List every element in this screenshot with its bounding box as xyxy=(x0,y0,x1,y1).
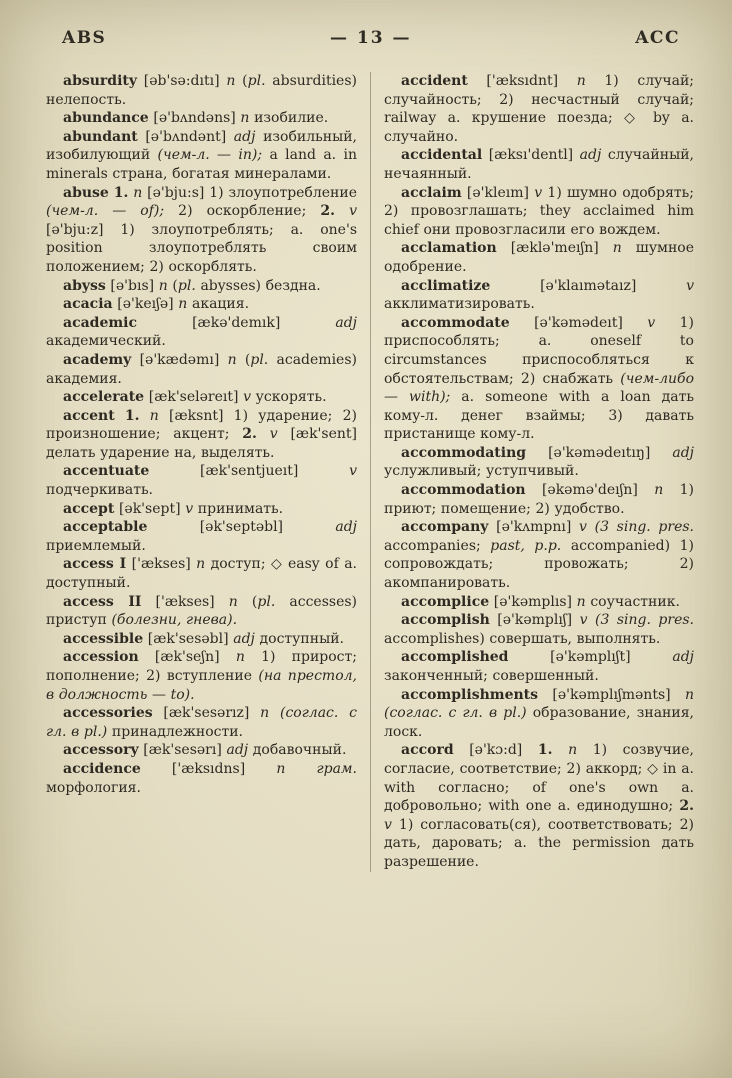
dictionary-entry: abundance [ə'bʌndəns] n изобилие. xyxy=(63,110,329,127)
dictionary-entry: academic [ækə'demık] adj академический. xyxy=(46,314,357,350)
dictionary-entry: accession [æk'seʃn] n 1) прирост; пополнение; 2) вступление (на престол, в должность — to). xyxy=(46,649,357,703)
column-right xyxy=(370,72,694,872)
dictionary-entry: absurdity [əb'sə:dıtı] n (pl. absurdities) нелепость. xyxy=(46,73,357,108)
dictionary-entry: accommodating [ə'kəmədeıtıŋ] adj услужливый; уступчивый. xyxy=(384,444,694,480)
dictionary-entry: accidence ['æksıdns] n грам. морфология. xyxy=(46,760,357,796)
dictionary-entry: abuse 1. n [ə'bju:s] 1) злоупотребление (чем-л. — of); 2) оскорбление; 2. v [ə'bju:z] 1) злоупотреблять; a. one's position злоупотреблять своим положением; 2) оскорблять. xyxy=(46,184,357,275)
dictionary-entry: accompany [ə'kʌmpnı] v (3 sing. pres. accompanies; past, p.p. accompanied) 1) сопровождать; провожать; 2) акомпанировать. xyxy=(384,519,695,592)
dictionary-entry: acclamation [æklə'meıʃn] n шумное одобрение. xyxy=(384,240,694,275)
dictionary-entry: abundant [ə'bʌndənt] adj изобильный, изобилующий (чем-л. — in); a land a. in minerals страна, богатая минералами. xyxy=(46,128,357,182)
dictionary-entry: accept [ək'sept] v принимать. xyxy=(63,500,284,517)
dictionary-entry: accessory [æk'sesərı] adj добавочный. xyxy=(63,742,347,759)
dictionary-entry: accomplished [ə'kəmplıʃt] adj законченный; совершенный. xyxy=(384,649,694,684)
dictionary-entry: accentuate [æk'sentjueıt] v подчеркивать. xyxy=(46,463,357,499)
dictionary-entry: accelerate [æk'seləreıt] v ускорять. xyxy=(63,389,327,406)
dictionary-entry: access I ['ækses] n доступ; ◇ easy of a. доступный. xyxy=(46,556,357,592)
dictionary-entry: accessible [æk'sesəbl] adj доступный. xyxy=(63,630,344,647)
dictionary-entry: acclaim [ə'kleım] v 1) шумно одобрять; 2) провозглашать; they acclaimed him chief они провозгласили его вождем. xyxy=(384,184,694,238)
text-columns xyxy=(46,72,694,872)
dictionary-entry: accidental [æksı'dentl] adj случайный, нечаянный. xyxy=(384,147,694,182)
dictionary-entry: accomplish [ə'kəmplıʃ] v (3 sing. pres. accomplishes) совершать, выполнять. xyxy=(384,612,694,647)
header-keyword-right: ACC xyxy=(635,28,680,48)
dictionary-entry: accomplishments [ə'kəmplıʃmənts] n (соглас. с гл. в pl.) образование, знания, лоск. xyxy=(384,686,694,740)
dictionary-entry: access II ['ækses] n (pl. accesses) приступ (болезни, гнева). xyxy=(46,593,357,629)
dictionary-entry: acclimatize [ə'klaımətaız] v акклиматизировать. xyxy=(384,277,694,313)
dictionary-entry: accident ['æksıdnt] n 1) случай; случайность; 2) несчастный случай; railway a. крушение поезда; ◇ by a. случайно. xyxy=(384,73,694,145)
header-keyword-left: ABS xyxy=(62,28,107,48)
dictionary-entry: accord [ə'kɔ:d] 1. n 1) созвучие, согласие, соответствие; 2) аккорд; ◇ in a. with согласно; of one's own a. добровольно; with one a. единодушно; 2. v 1) согласовать(ся), соответствовать; 2) дать, даровать; a. the permission дать разрешение. xyxy=(384,742,694,870)
page-header xyxy=(62,28,680,48)
dictionary-entry: accommodation [əkəmə'deıʃn] n 1) приют; помещение; 2) удобство. xyxy=(384,482,694,517)
dictionary-entry: accessories [æk'sesərız] n (соглас. с гл. в pl.) принадлежности. xyxy=(46,705,357,740)
dictionary-entry: abyss [ə'bıs] n (pl. abysses) бездна. xyxy=(63,277,321,294)
dictionary-entry: acacia [ə'keıʃə] n акация. xyxy=(63,296,250,313)
dictionary-entry: acceptable [ək'septəbl] adj приемлемый. xyxy=(46,519,357,554)
dictionary-entry: accomplice [ə'kəmplıs] n соучастник. xyxy=(401,593,680,610)
dictionary-entry: academy [ə'kædəmı] n (pl. academies) академия. xyxy=(46,351,357,387)
column-left xyxy=(46,72,370,872)
dictionary-entry: accent 1. n [æksnt] 1) ударение; 2) произношение; акцент; 2. v [æk'sent] делать ударение на, выделять. xyxy=(46,407,357,461)
dictionary-entry: accommodate [ə'kəmədeıt] v 1) приспособлять; a. oneself to circumstances приспособляться к обстоятельствам; 2) снабжать (чем-либо — with); a. someone with a loan дать кому-л. денег взаймы; 3) давать пристанище кому-л. xyxy=(384,314,694,443)
header-page-number: — 13 — xyxy=(330,28,412,48)
